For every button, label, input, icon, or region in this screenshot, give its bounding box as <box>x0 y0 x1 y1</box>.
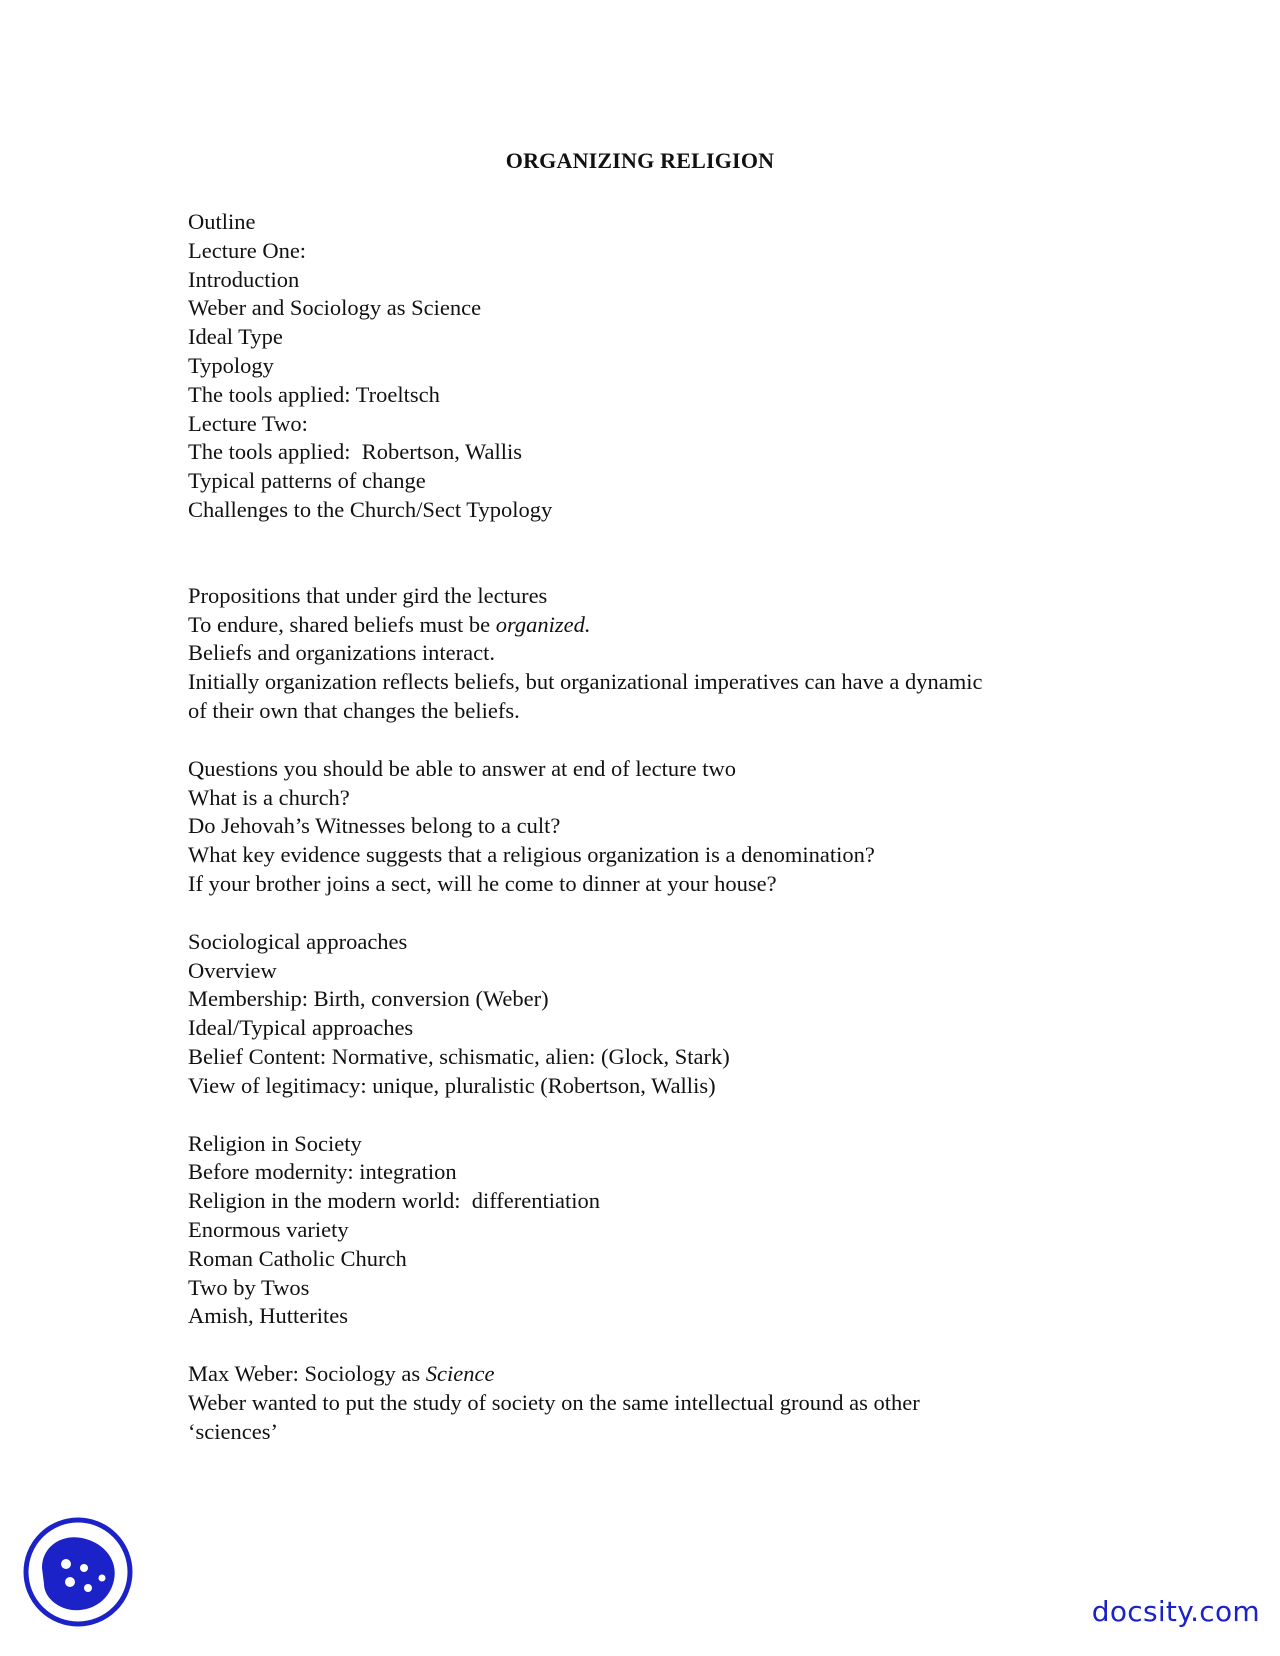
question-line: What key evidence suggests that a religious organization is a denomination? <box>188 842 875 868</box>
approaches-line: Membership: Birth, conversion (Weber) <box>188 986 549 1012</box>
proposition-emphasis: organized. <box>495 611 591 637</box>
question-line: If your brother joins a sect, will he come to dinner at your house? <box>188 870 777 896</box>
outline-section <box>188 208 1088 525</box>
document-body <box>188 208 1088 1446</box>
page-title: ORGANIZING RELIGION <box>505 148 775 173</box>
proposition-text: To endure, shared beliefs must be <box>188 611 496 637</box>
approaches-line: Ideal/Typical approaches <box>188 1015 414 1041</box>
outline-line: Outline <box>188 209 256 234</box>
propositions-section <box>188 582 1088 726</box>
approaches-line: Belief Content: Normative, schismatic, alien: (Glock, Stark) <box>188 1043 730 1069</box>
proposition-line: of their own that changes the beliefs. <box>188 697 520 723</box>
docsity-logo-icon[interactable] <box>22 1516 134 1628</box>
outline-line: Challenges to the Church/Sect Typology <box>188 496 553 522</box>
proposition-line <box>188 611 1088 640</box>
society-line: Two by Twos <box>188 1274 310 1300</box>
question-line: Do Jehovah’s Witnesses belong to a cult? <box>188 813 561 839</box>
weber-line: ‘sciences’ <box>188 1418 278 1444</box>
society-line: Enormous variety <box>188 1216 349 1242</box>
society-line: Religion in the modern world: differentiation <box>188 1188 600 1214</box>
outline-line: Lecture One: <box>188 237 307 263</box>
society-line: Religion in Society <box>188 1130 362 1156</box>
docsity-watermark[interactable]: docsity.com <box>1091 1595 1260 1628</box>
weber-line: Weber wanted to put the study of society on the same intellectual ground as other <box>188 1389 920 1415</box>
outline-line: Introduction <box>188 266 300 292</box>
weber-heading-emphasis: Science <box>425 1361 495 1387</box>
approaches-line: Overview <box>188 957 277 983</box>
question-line: What is a church? <box>188 784 350 810</box>
weber-heading <box>188 1360 1088 1389</box>
proposition-line: Beliefs and organizations interact. <box>188 640 495 666</box>
proposition-line: Initially organization reflects beliefs, but organizational imperatives can have a dynamic <box>188 669 983 695</box>
society-line: Roman Catholic Church <box>188 1245 407 1271</box>
outline-line: Typical patterns of change <box>188 468 426 494</box>
approaches-line: View of legitimacy: unique, pluralistic (Robertson, Wallis) <box>188 1072 716 1098</box>
society-line: Before modernity: integration <box>188 1159 457 1185</box>
society-section <box>188 1130 1088 1332</box>
weber-section <box>188 1360 1088 1446</box>
approaches-line: Sociological approaches <box>188 928 408 954</box>
society-line: Amish, Hutterites <box>188 1303 348 1329</box>
outline-line: The tools applied: Troeltsch <box>188 381 440 407</box>
approaches-section <box>188 928 1088 1101</box>
outline-line: Typology <box>188 352 274 378</box>
questions-section <box>188 755 1088 899</box>
outline-line: The tools applied: Robertson, Wallis <box>188 439 522 465</box>
outline-line: Lecture Two: <box>188 410 308 436</box>
question-line: Questions you should be able to answer at end of lecture two <box>188 755 736 781</box>
propositions-heading: Propositions that under gird the lectures <box>188 582 548 608</box>
outline-line: Ideal Type <box>188 324 283 350</box>
outline-line: Weber and Sociology as Science <box>188 295 482 321</box>
weber-heading-text: Max Weber: Sociology as <box>188 1361 426 1387</box>
